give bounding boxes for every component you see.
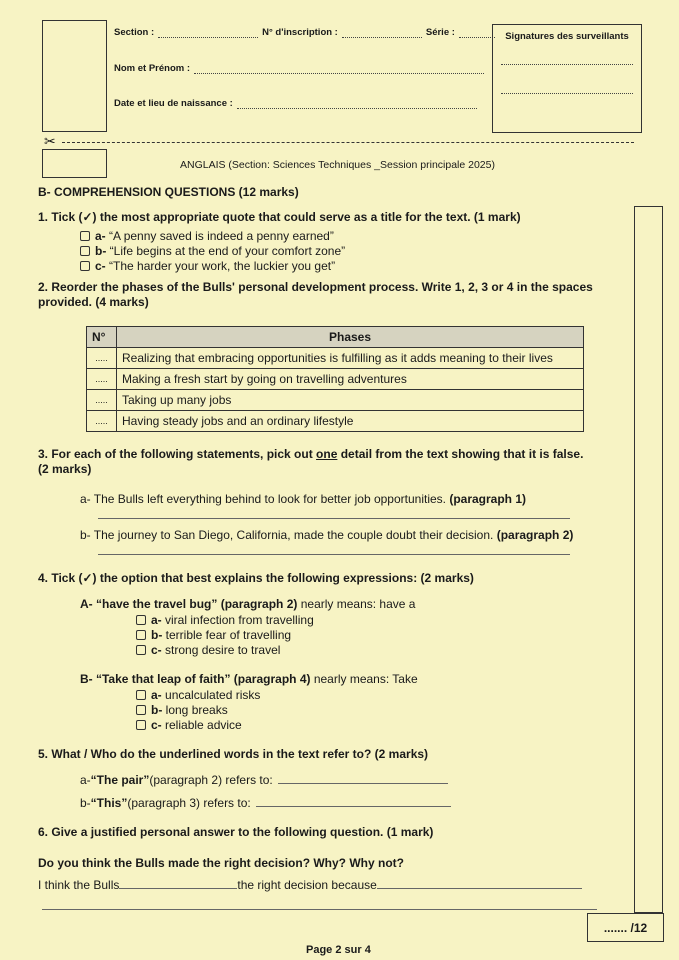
q5-a-answer-line[interactable]	[278, 783, 448, 784]
table-row	[87, 411, 584, 432]
q2-title: 2. Reorder the phases of the Bulls' personal development process. Write 1, 2, 3 or 4 in the spaces provided. (4 marks)	[38, 280, 593, 309]
phase-text: Having steady jobs and an ordinary lifestyle	[117, 411, 584, 432]
q5-a: a- “The pair” (paragraph 2) refers to:	[80, 773, 448, 787]
nom-field[interactable]	[114, 63, 484, 74]
q1-title: 1. Tick (✓) the most appropriate quote that could serve as a title for the text. (1 mark)	[38, 210, 521, 224]
q4-b-expression: B- “Take that leap of faith” (paragraph 4) nearly means: Take	[80, 672, 418, 686]
checkbox-icon[interactable]	[136, 645, 146, 655]
order-input[interactable]: .....	[87, 390, 117, 411]
section-title: B- COMPREHENSION QUESTIONS (12 marks)	[38, 185, 299, 199]
q4-b-option-c[interactable]: c- reliable advice	[136, 717, 260, 732]
q3-b-answer-line[interactable]	[98, 554, 570, 555]
q5-b-answer-line[interactable]	[256, 806, 451, 807]
cut-line	[62, 142, 634, 143]
order-input[interactable]: .....	[87, 348, 117, 369]
q1-option-b[interactable]: b- “Life begins at the end of your comfort zone”	[80, 243, 345, 258]
q3-title: 3. For each of the following statements, pick out one detail from the text showing that it is false. (2 marks)	[38, 447, 584, 476]
q3-b-statement: b- The journey to San Diego, California, made the couple doubt their decision. (paragraph 2)	[80, 528, 574, 542]
inscription-label: N° d'inscription :	[262, 27, 338, 38]
q6-question: Do you think the Bulls made the right decision? Why? Why not?	[38, 856, 404, 870]
table-row	[87, 348, 584, 369]
code-box	[42, 149, 107, 178]
q4-title: 4. Tick (✓) the option that best explains the following expressions: (2 marks)	[38, 571, 474, 585]
table-row	[87, 369, 584, 390]
q5-b: b- “This” (paragraph 3) refers to:	[80, 796, 451, 810]
q4-a-option-a[interactable]: a- viral infection from travelling	[136, 612, 314, 627]
q1-option-a[interactable]: a- “A penny saved is indeed a penny earned”	[80, 228, 345, 243]
q3-a-answer-line[interactable]	[98, 518, 570, 519]
checkbox-icon[interactable]	[136, 615, 146, 625]
q3-a-statement: a- The Bulls left everything behind to look for better job opportunities. (paragraph 1)	[80, 492, 527, 506]
q1-options	[80, 228, 345, 273]
table-row	[87, 390, 584, 411]
order-input[interactable]: .....	[87, 411, 117, 432]
checkbox-icon[interactable]	[136, 720, 146, 730]
q4-a-option-b[interactable]: b- terrible fear of travelling	[136, 627, 314, 642]
date-label: Date et lieu de naissance :	[114, 98, 233, 109]
serie-label: Série :	[425, 27, 455, 38]
signatures-title: Signatures des surveillants	[505, 31, 629, 42]
q6-answer: I think the Bulls the right decision because	[38, 878, 582, 892]
checkbox-icon[interactable]	[136, 630, 146, 640]
q6-blank-1[interactable]	[119, 888, 237, 889]
phase-text: Making a fresh start by going on travelling adventures	[117, 369, 584, 390]
checkbox-icon[interactable]	[80, 231, 90, 241]
score-value: ....... /12	[603, 920, 648, 935]
q4-b-option-a[interactable]: a- uncalculated risks	[136, 687, 260, 702]
phase-text: Realizing that embracing opportunities is fulfilling as it adds meaning to their lives	[117, 348, 584, 369]
table-header-row	[87, 327, 584, 348]
checkbox-icon[interactable]	[80, 246, 90, 256]
scissors-icon: ✂	[44, 133, 56, 149]
checkbox-icon[interactable]	[80, 261, 90, 271]
checkbox-icon[interactable]	[136, 690, 146, 700]
marks-column	[634, 206, 663, 913]
q6-blank-2[interactable]	[377, 888, 582, 889]
q1-option-c[interactable]: c- “The harder your work, the luckier you get”	[80, 258, 345, 273]
page-number: Page 2 sur 4	[306, 944, 371, 956]
checkbox-icon[interactable]	[136, 705, 146, 715]
col-no: N°	[87, 327, 117, 348]
q4-a-option-c[interactable]: c- strong desire to travel	[136, 642, 314, 657]
signatures-box	[492, 24, 642, 133]
q4-b-options	[136, 687, 260, 732]
exam-title: ANGLAIS (Section: Sciences Techniques _Session principale 2025)	[180, 159, 495, 171]
col-phases: Phases	[117, 327, 584, 348]
date-field[interactable]	[114, 98, 477, 109]
score-box	[587, 913, 664, 942]
section-field[interactable]	[114, 27, 495, 38]
order-input[interactable]: .....	[87, 369, 117, 390]
phase-text: Taking up many jobs	[117, 390, 584, 411]
q5-title: 5. What / Who do the underlined words in the text refer to? (2 marks)	[38, 747, 429, 761]
photo-box	[42, 20, 107, 132]
nom-label: Nom et Prénom :	[114, 63, 191, 74]
q6-answer-line-2[interactable]	[42, 909, 597, 910]
q4-b-option-b[interactable]: b- long breaks	[136, 702, 260, 717]
phases-table	[86, 326, 584, 432]
q4-a-options	[136, 612, 314, 657]
q6-title: 6. Give a justified personal answer to the following question. (1 mark)	[38, 825, 434, 839]
q4-a-expression: A- “have the travel bug” (paragraph 2) nearly means: have a	[80, 597, 416, 611]
section-label: Section :	[114, 27, 155, 38]
